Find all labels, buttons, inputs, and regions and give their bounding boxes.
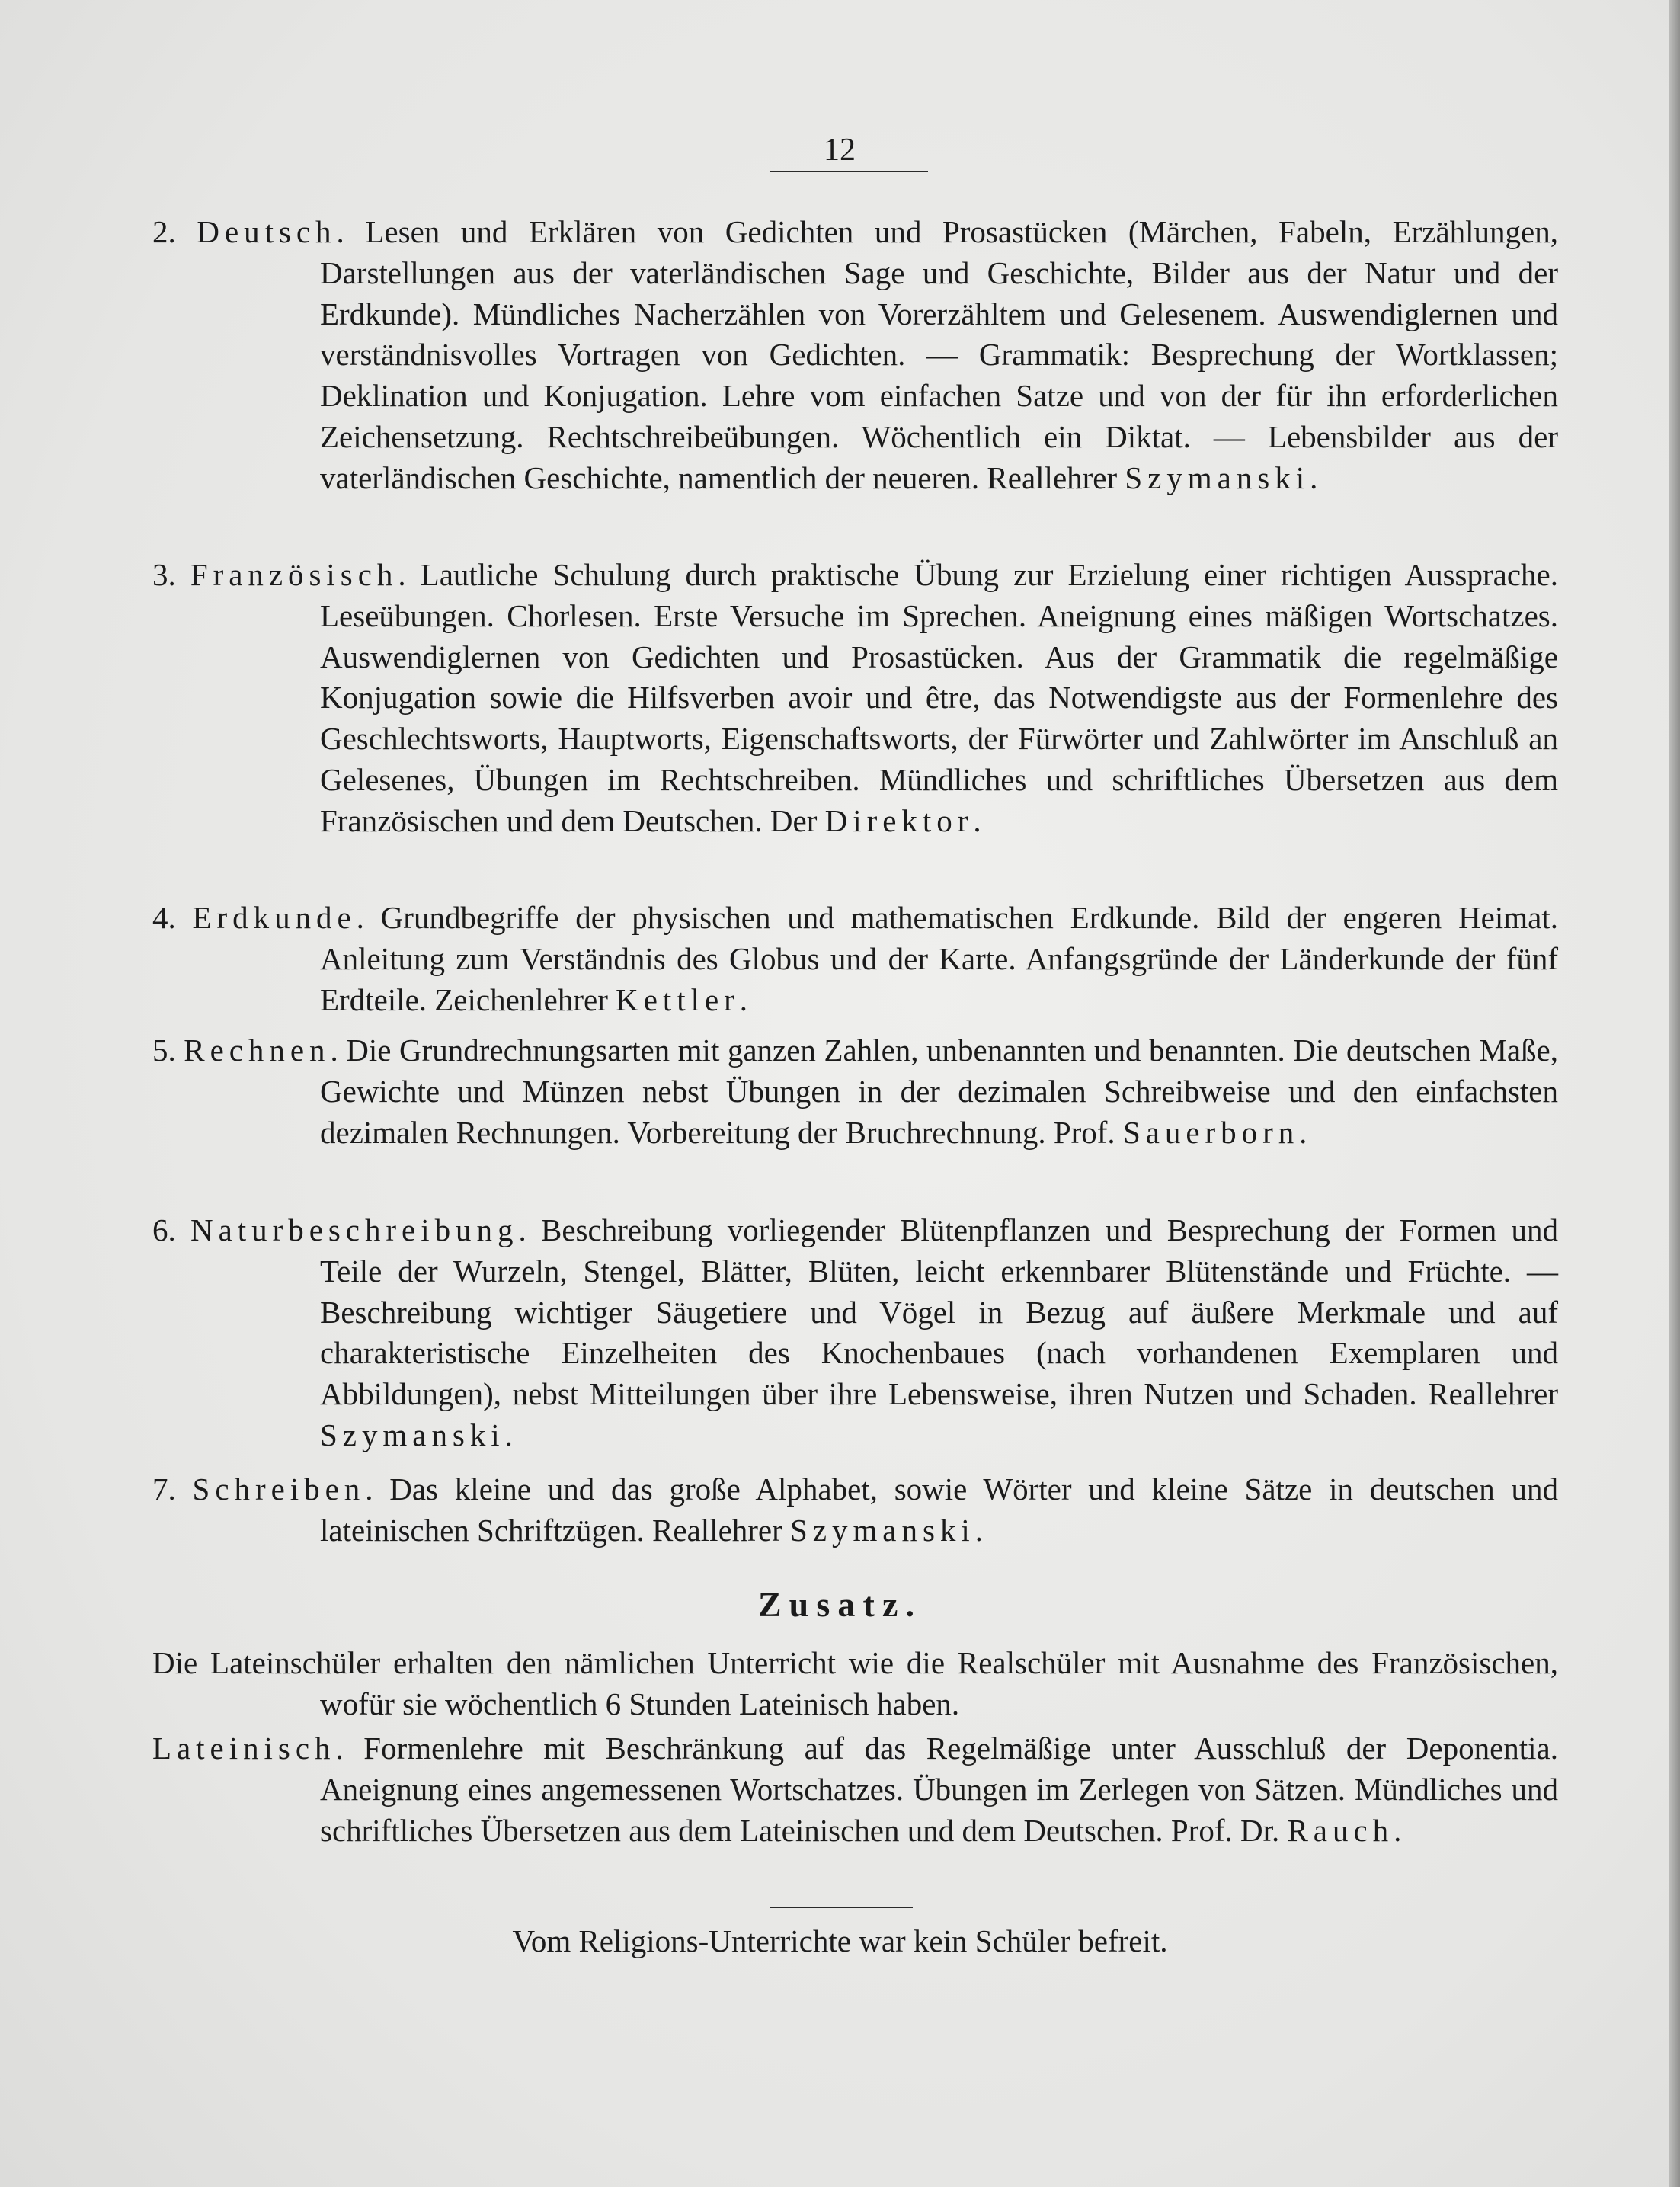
- teacher-name: Szymanski: [1125, 459, 1310, 495]
- teacher-name: Szymanski: [790, 1512, 975, 1548]
- subject-title: Lateinisch: [152, 1731, 336, 1766]
- section-end: .: [973, 802, 981, 838]
- section-paragraph: [152, 1210, 1558, 1456]
- section-text: . Das kleine und das große Alphabet, sowie Wörter und kleine Sätze in deutschen und lateinischen Schriftzügen. Reallehrer: [320, 1471, 1558, 1548]
- subject-title: Deutsch: [197, 214, 337, 249]
- page-number-rule: [770, 171, 928, 172]
- section-text: . Grundbegriffe der physischen und mathematischen Erdkunde. Bild der engeren Heimat. Anleitung zum Verständnis des Globus und der Karte. Anfangsgründe der Länderkunde der fünf Erdteile. Zeichenlehrer: [320, 900, 1558, 1017]
- subject-title: Schreiben: [192, 1471, 366, 1507]
- page-edge-shadow: [1669, 0, 1680, 2187]
- page-number: 12: [824, 133, 856, 168]
- teacher-name: Kettler: [616, 981, 740, 1017]
- section-paragraph: [152, 1469, 1558, 1551]
- section-text: . Lautliche Schulung durch praktische Übung zur Erzielung einer richtigen Aussprache. Leseübungen. Chorlesen. Erste Versuche im Sprechen. Aneignung eines mäßigen Wortschatzes. Auswendiglernen von Gedichten und Prosastücken. Aus der Grammatik die regelmäßige Konjugation sowie die Hilfsverben avoir und être, das Notwendigste aus der Formenlehre des Geschlechtsworts, Hauptworts, Eigenschaftsworts, der Fürwörter und Zahlwörter im Anschluß an Gelesenes, Übungen im Rechtschreiben. Mündliches und schriftliches Übersetzen aus dem Französischen und dem Deutschen. Der: [320, 557, 1558, 838]
- teacher-name: Szymanski: [320, 1417, 505, 1452]
- section-rechnen: [152, 1030, 1558, 1153]
- section-paragraph: [152, 212, 1558, 499]
- subject-title: Naturbeschreibung: [190, 1212, 519, 1247]
- teacher-name: Sauerborn: [1122, 1114, 1300, 1150]
- section-end: .: [1310, 459, 1318, 495]
- section-number: 2.: [152, 214, 197, 249]
- subject-title: Französisch: [190, 557, 398, 592]
- section-deutsch: [152, 212, 1558, 499]
- section-end: .: [504, 1417, 513, 1452]
- addendum-intro: [152, 1643, 1558, 1725]
- section-franzoesisch: [152, 555, 1558, 842]
- subject-title: Rechnen: [184, 1033, 331, 1068]
- section-erdkunde: [152, 898, 1558, 1020]
- addendum-heading: Zusatz.: [757, 1585, 923, 1624]
- section-paragraph: [152, 1030, 1558, 1153]
- addendum-intro-paragraph: Die Lateinschüler erhalten den nämlichen Unterricht wie die Realschüler mit Ausnahme des Französischen, wofür sie wöchentlich 6 Stunden Lateinisch haben.: [152, 1645, 1558, 1721]
- section-text: . Die Grundrechnungsarten mit ganzen Zahlen, unbenannten und benannten. Die deutschen Maße, Gewichte und Münzen nebst Übungen in der dezimalen Schreibweise und den einfachsten dezimalen Rechnungen. Vorbereitung der Bruchrechnung. Prof.: [320, 1033, 1559, 1150]
- section-schreiben: [152, 1469, 1558, 1551]
- subject-title: Erdkunde: [192, 900, 357, 935]
- section-end: .: [1299, 1114, 1307, 1150]
- section-number: 4.: [152, 900, 193, 935]
- closing-rule: [770, 1907, 913, 1908]
- section-end: .: [974, 1512, 983, 1548]
- section-number: 3.: [152, 557, 190, 592]
- section-lateinisch: [152, 1728, 1558, 1851]
- section-text: . Beschreibung vorliegender Blütenpflanzen und Besprechung der Formen und Teile der Wurzeln, Stengel, Blätter, Blüten, leicht erkennbarer Blütenstände und Früchte. — Beschreibung wichtiger Säugetiere und Vögel in Bezug auf äußere Merkmale und auf charakteristische Einzelheiten des Knochenbaues (nach vorhandenen Exemplaren und Abbildungen), nebst Mitteilungen über ihre Lebensweise, ihren Nutzen und Schaden. Reallehrer: [320, 1212, 1558, 1412]
- section-paragraph: [152, 555, 1558, 842]
- teacher-name: Rauch: [1287, 1812, 1394, 1848]
- section-text: . Lesen und Erklären von Gedichten und Prosastücken (Märchen, Fabeln, Erzählungen, Darstellungen aus der vaterländischen Sage und Geschichte, Bilder aus der Natur und der Erdkunde). Mündliches Nacherzählen von Vorerzähltem und Gelesenem. Auswendiglernen und verständnisvolles Vortragen von Gedichten. — Grammatik: Besprechung der Wortklassen; Deklination und Konjugation. Lehre vom einfachen Satze und von der für ihn erforderlichen Zeichensetzung. Rechtschreibeübungen. Wöchentlich ein Diktat. — Lebensbilder aus der vaterländischen Geschichte, namentlich der neueren. Reallehrer: [320, 214, 1559, 495]
- section-end: .: [739, 981, 748, 1017]
- section-paragraph: [152, 1728, 1558, 1851]
- section-number: 6.: [152, 1212, 191, 1247]
- section-paragraph: [152, 898, 1558, 1020]
- section-end: .: [1394, 1812, 1402, 1848]
- section-number: 7.: [152, 1471, 193, 1507]
- teacher-name: Direktor: [824, 802, 974, 838]
- section-number: 5.: [152, 1033, 184, 1068]
- closing-note: Vom Religions-Unterrichte war kein Schüler befreit.: [512, 1923, 1168, 1958]
- section-naturbeschreibung: [152, 1210, 1558, 1456]
- section-text: . Formenlehre mit Beschränkung auf das Regelmäßige unter Ausschluß der Deponentia. Aneignung eines angemessenen Wortschatzes. Übungen im Zerlegen von Sätzen. Mündliches und schriftliches Übersetzen aus dem Lateinischen und dem Deutschen. Prof. Dr.: [320, 1731, 1558, 1848]
